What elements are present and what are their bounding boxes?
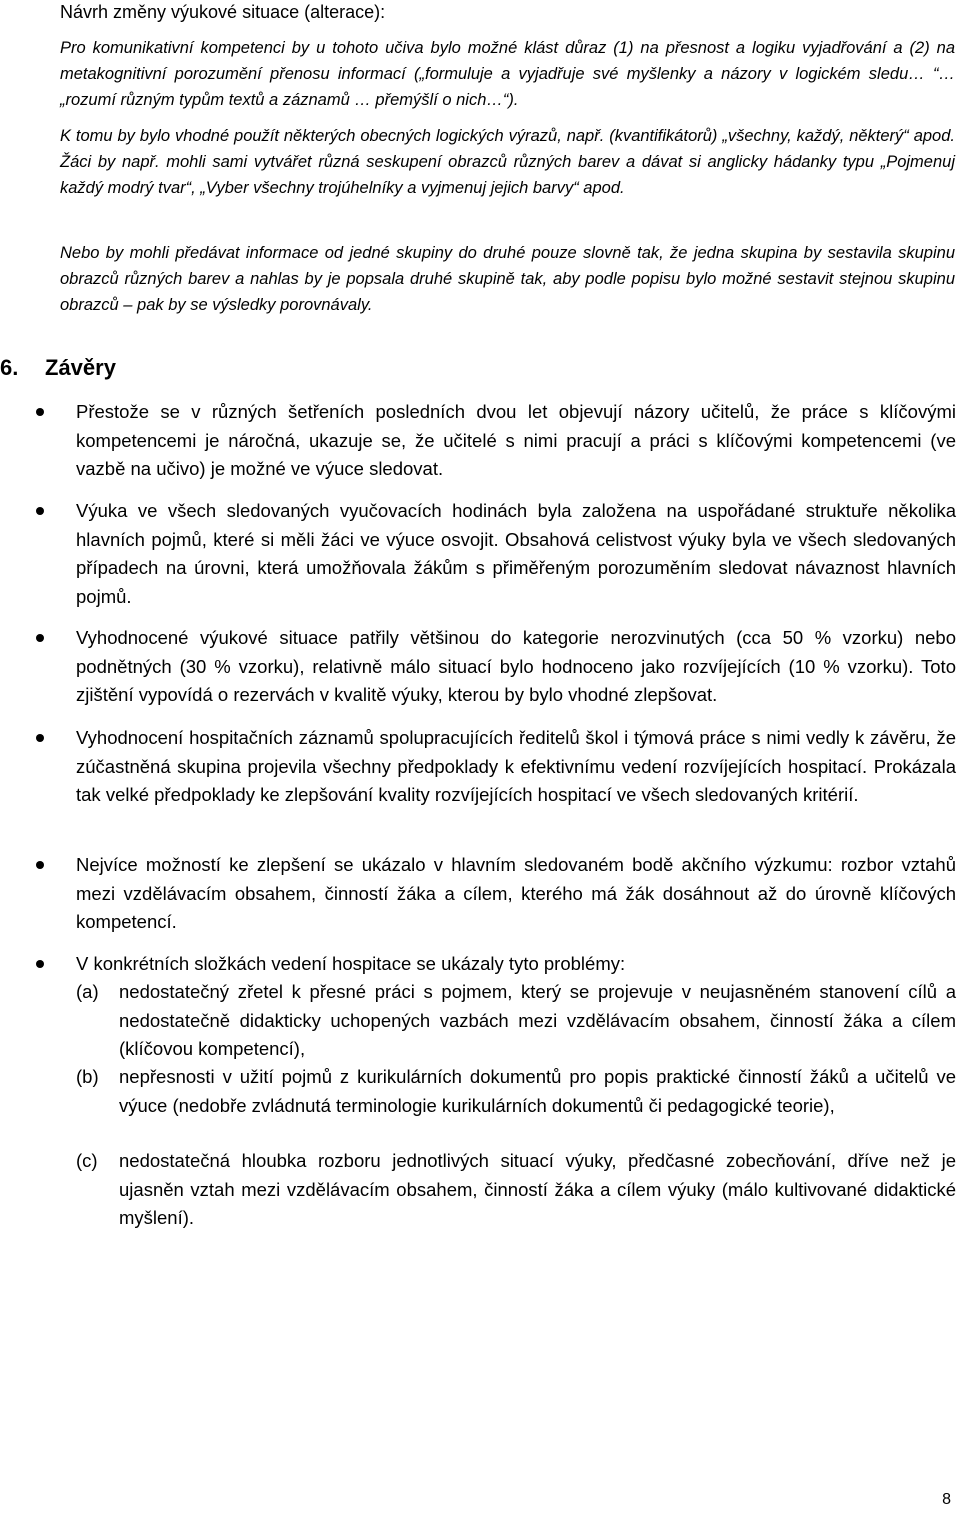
conclusion-item-6: V konkrétních složkách vedení hospitace se ukázaly tyto problémy: (76, 953, 626, 974)
problem-text: nedostatečný zřetel k přesné práci s pojmem, který se projevuje v neujasněném stanovení cílů a nedostatečně didakticky uchopených vazbách mezi vzdělávacím obsahem, činností žáka a cílem (klíčovou kompetencí), (119, 981, 956, 1059)
problem-label: (b) (76, 1066, 99, 1087)
page-number: 8 (942, 1491, 951, 1508)
problem-label: (c) (76, 1150, 98, 1171)
italic-paragraph-2: K tomu by bylo vhodné použít některých obecných logických výrazů, např. (kvantifikátorů) „všechny, každý, některý“ apod. Žáci by např. mohli sami vytvářet různá seskupení obrazců různých barev a dávat si anglicky hádanky typu „Pojmenuj každý modrý tvar“, „Vyber všechny trojúhelníky a vyjmenuj jejich barvy“ apod. (60, 127, 955, 197)
conclusion-item-1: Přestože se v různých šetřeních posledních dvou let objevují názory učitelů, že práce s klíčovými kompetencemi je náročná, ukazuje se, že učitelé s nimi pracují a práci s klíčovými kompetencemi (ve vazbě na učivo) je možné ve výuce sledovat. (76, 401, 956, 479)
bullet-icon (36, 507, 44, 515)
bullet-icon (36, 861, 44, 869)
problem-text: nedostatečná hloubka rozboru jednotlivých situací výuky, předčasné zobecňování, dříve než je ujasněn vztah mezi vzdělávacím obsahem, činností žáka a cílem výuky (málo kultivované didaktické myšlení). (119, 1150, 956, 1228)
problem-item-a (76, 978, 956, 1064)
bullet-icon (36, 734, 44, 742)
italic-paragraph-3: Nebo by mohli předávat informace od jedné skupiny do druhé pouze slovně tak, že jedna skupina by sestavila skupinu obrazců různých barev a nahlas by je popsala druhé skupině tak, aby podle popisu bylo možné sestavit stejnou skupinu obrazců – pak by se výsledky porovnávaly. (60, 244, 955, 314)
conclusion-item-4: Vyhodnocení hospitačních záznamů spolupracujících ředitelů škol i týmová práce s nimi vedly k závěru, že zúčastněná skupina projevila všechny předpoklady k efektivnímu vedení rozvíjejících hospitací. Prokázala tak velké předpoklady ke zlepšování kvality rozvíjejících hospitací ve všech sledovaných kritérií. (76, 727, 956, 805)
bullet-icon (36, 634, 44, 642)
section-heading (0, 354, 116, 382)
bullet-icon (36, 960, 44, 968)
problem-item-b (76, 1063, 956, 1120)
bullet-icon (36, 408, 44, 416)
problem-item-c (76, 1147, 956, 1233)
conclusion-item-2: Výuka ve všech sledovaných vyučovacích hodinách byla založena na uspořádané struktuře několika hlavních pojmů, které si měli žáci ve výuce osvojit. Obsahová celistvost výuky byla ve všech sledovaných případech na úrovni, která umožňovala žákům s přiměřeným porozuměním sledovat návaznost hlavních pojmů. (76, 500, 956, 607)
problem-text: nepřesnosti v užití pojmů z kurikulárních dokumentů pro popis praktické činností žáků a učitelů ve výuce (nedobře zvládnutá terminologie kurikulárních dokumentů či pedagogické teorie), (119, 1066, 956, 1116)
conclusion-item-3: Vyhodnocené výukové situace patřily většinou do kategorie nerozvinutých (cca 50 % vzorku) nebo podnětných (30 % vzorku), relativně málo situací bylo hodnoceno jako rozvíjejících (10 % vzorku). Toto zjištění vypovídá o rezervách v kvalitě výuky, kterou by bylo vhodné zlepšovat. (76, 627, 956, 705)
italic-paragraph-1: Pro komunikativní kompetenci by u tohoto učiva bylo možné klást důraz (1) na přesnost a logiku vyjadřování a (2) na metakognitivní porozumění přenosu informací („formuluje a vyjadřuje své myšlenky a názory v logickém sledu… “… „rozumí různým typům textů a záznamů … přemýšlí o nich…“). (60, 39, 955, 109)
problem-label: (a) (76, 981, 99, 1002)
section-number: 6. (0, 355, 19, 380)
alteration-label: Návrh změny výukové situace (alterace): (60, 2, 386, 22)
section-title: Závěry (45, 355, 116, 380)
conclusion-item-5: Nejvíce možností ke zlepšení se ukázalo v hlavním sledovaném bodě akčního výzkumu: rozbor vztahů mezi vzdělávacím obsahem, činností žáka a cílem, kterého má žák dosáhnout až do úrovně klíčových kompetencí. (76, 854, 956, 932)
